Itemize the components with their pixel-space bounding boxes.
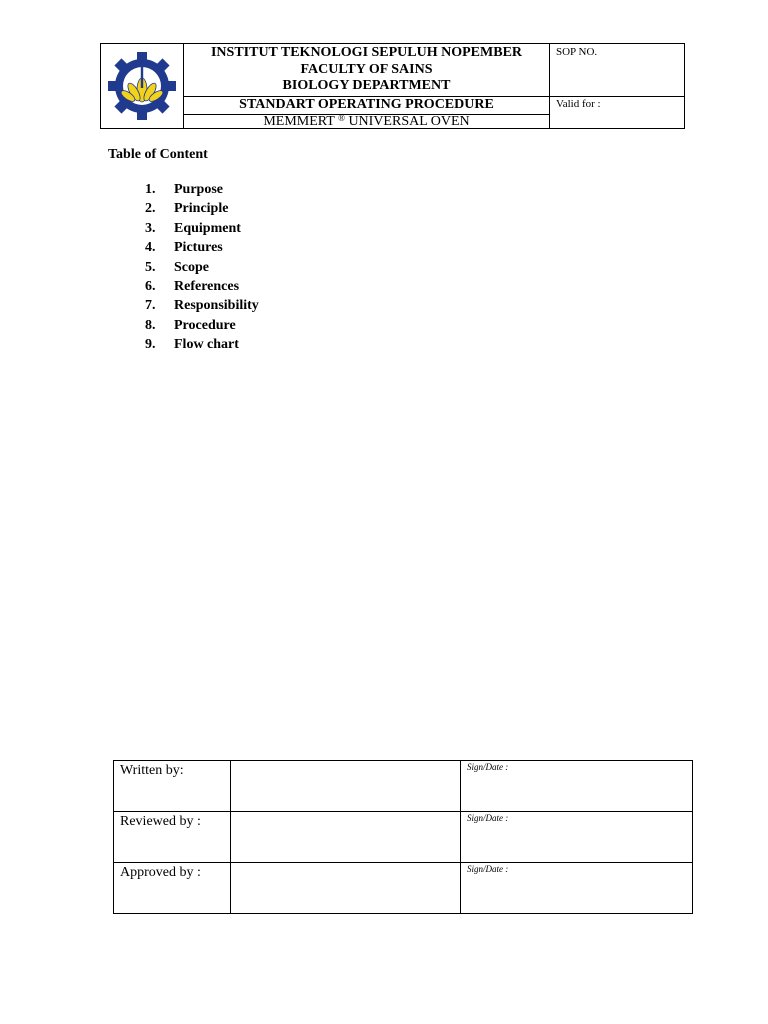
document-type: STANDART OPERATING PROCEDURE [184,96,549,114]
toc-item [145,335,259,354]
institution-block [184,44,549,96]
toc-item-label: Pictures [174,240,223,256]
toc-item-number: 4. [145,240,156,256]
written-by-label: Written by: [120,763,184,778]
toc-item-label: Principle [174,201,229,217]
toc-item [145,219,259,238]
toc-list [145,180,259,355]
toc-item-label: Equipment [174,220,241,236]
signoff-label-cell [114,812,231,863]
signoff-row-approved [114,863,693,914]
equipment-suffix: UNIVERSAL OVEN [348,114,470,129]
toc-item [145,277,259,296]
registered-mark: ® [338,113,345,123]
signoff-row-written [114,761,693,812]
toc-item-label: References [174,278,240,294]
written-by-sign-field[interactable] [461,761,693,812]
sign-date-label: Sign/Date : [467,813,509,823]
toc-item-label: Scope [174,259,209,275]
equipment-name: MEMMERT [263,114,335,129]
toc-heading: Table of Content [108,147,208,162]
toc-item-label: Responsibility [174,298,259,314]
toc-item [145,238,259,257]
toc-item-number: 8. [145,317,156,333]
toc-item-number: 7. [145,298,156,314]
institution-name: INSTITUT TEKNOLOGI SEPULUH NOPEMBER [210,45,523,60]
approved-by-name-field[interactable] [231,863,461,914]
toc-item [145,258,259,277]
signoff-label-cell [114,863,231,914]
title-cell [184,44,549,128]
approved-by-sign-field[interactable] [461,863,693,914]
toc-item [145,316,259,335]
sign-date-label: Sign/Date : [467,864,509,874]
toc-item-number: 5. [145,259,156,275]
valid-for-label: Valid for : [550,96,684,128]
toc-item-number: 3. [145,220,156,236]
signoff-table [113,760,693,914]
its-logo-icon [106,50,178,122]
toc-item [145,180,259,199]
sop-no-label: SOP NO. [556,46,598,58]
approved-by-label: Approved by : [120,865,201,880]
toc-item-label: Purpose [174,182,223,197]
equipment-title [184,114,549,128]
written-by-name-field[interactable] [231,761,461,812]
toc-item-number: 2. [145,201,156,217]
toc-item [145,199,259,218]
toc-item-number: 9. [145,337,156,353]
sop-header-table [100,43,685,129]
faculty-name: FACULTY OF SAINS [300,61,433,77]
signoff-label-cell [114,761,231,812]
sign-date-label: Sign/Date : [467,762,509,772]
toc-item [145,296,259,315]
signoff-row-reviewed [114,812,693,863]
toc-item-number: 6. [145,278,156,294]
reviewed-by-label: Reviewed by : [120,814,201,829]
toc-item-label: Flow chart [174,337,239,353]
department-name: BIOLOGY DEPARTMENT [282,78,451,93]
reviewed-by-name-field[interactable] [231,812,461,863]
toc-item-number: 1. [145,182,156,197]
logo-cell [101,44,184,128]
meta-cell [549,44,684,128]
toc-item-label: Procedure [174,317,236,333]
reviewed-by-sign-field[interactable] [461,812,693,863]
